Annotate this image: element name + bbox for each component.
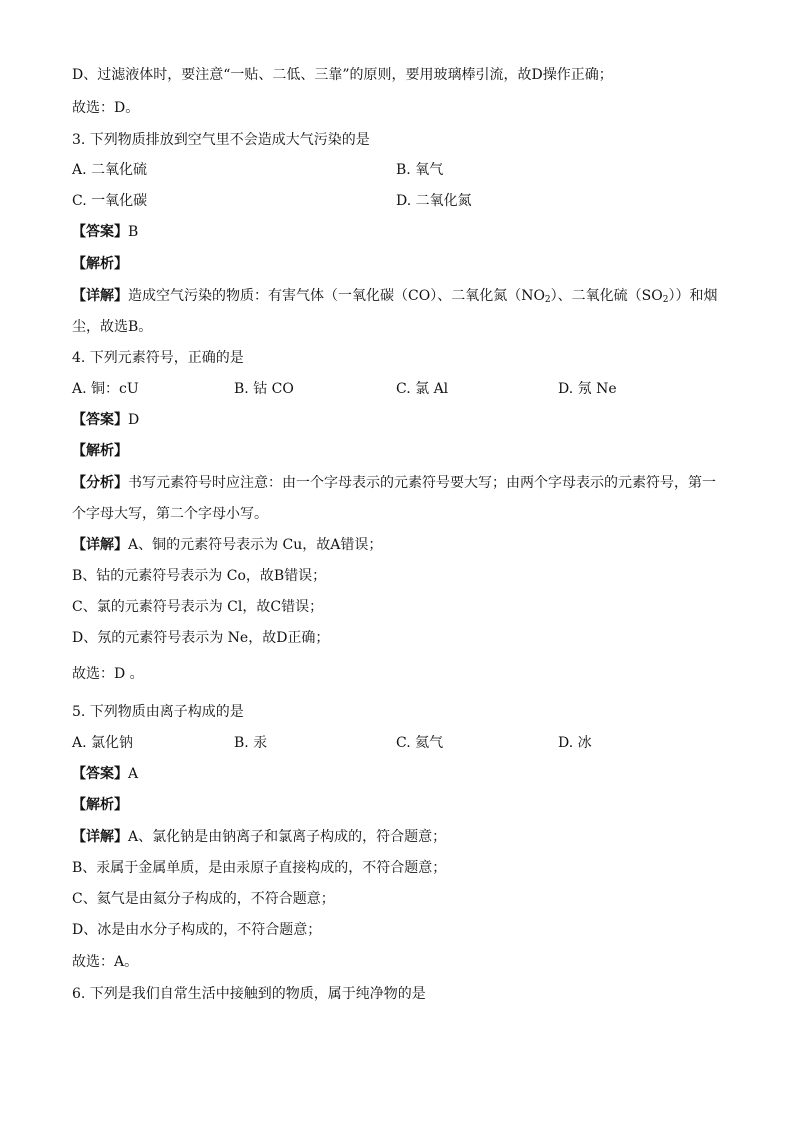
q3-detail-text-a: 造成空气污染的物质：有害气体（一氧化碳（CO）、二氧化氮（NO [128,288,545,304]
answer-tag: 【答案】 [72,224,128,240]
q5-detail-line-d: D、冰是由水分子构成的，不符合题意； [72,922,322,938]
q4-detail-line-a [72,535,382,555]
q5-detail-line-b: B、汞属于金属单质，是由汞原子直接构成的，不符合题意； [72,860,447,876]
q3-detail-text-b: ）、二氧化硫（SO [550,288,663,304]
q4-option-b: B. 钴 CO [234,381,294,397]
q4-fenxi-line-2: 个字母大写，第二个字母小写。 [72,506,268,522]
q4-analysis-tag: 【解析】 [72,443,128,459]
q3-option-c: C. 一氧化碳 [72,193,148,209]
q4-detail-line-d: D、氖的元素符号表示为 Ne，故D正确； [72,630,330,646]
q3-detail-subscript-2: 2 [662,295,669,305]
q3-detail-text-c: ））和烟 [668,288,718,304]
q3-answer-value: B [128,224,139,240]
detail-tag: 【详解】 [72,537,128,553]
q5-option-a: A. 氯化钠 [72,735,134,751]
q3-option-d: D. 二氧化氮 [396,193,472,209]
answer-tag: 【答案】 [72,766,128,782]
q4-answer-value: D [128,412,140,428]
q4-choice: 故选：D 。 [72,666,144,682]
q5-answer-value: A [128,766,139,782]
q5-choice: 故选：A。 [72,954,139,970]
q5-answer [72,764,138,784]
q5-detail-line-c: C、氦气是由氦分子构成的，不符合题意； [72,891,335,907]
detail-tag: 【详解】 [72,288,128,304]
q4-detail-line-c: C、氯的元素符号表示为 Cl，故C错误； [72,599,324,615]
q3-option-a: A. 二氧化硫 [72,162,148,178]
answer-tag: 【答案】 [72,412,128,428]
q3-detail-line-1 [72,286,717,306]
fenxi-tag: 【分析】 [72,475,128,491]
q3-detail-line-2: 尘，故选B。 [72,319,153,335]
q5-detail-line-a [72,827,446,847]
q5-detail-text-a: A、氯化钠是由钠离子和氯离子构成的，符合题意； [128,829,447,845]
q4-answer [72,410,139,430]
q6-stem: 6. 下列是我们自常生活中接触到的物质，属于纯净物的是 [72,986,426,1002]
detail-tag: 【详解】 [72,829,128,845]
q3-answer [72,222,138,242]
q5-option-b: B. 汞 [234,735,268,751]
q4-option-d: D. 氖 Ne [558,381,617,397]
q4-options-row [72,379,732,399]
q4-option-c: C. 氯 Al [396,381,449,397]
q4-fenxi-text: 书写元素符号时应注意：由一个字母表示的元素符号要大写；由两个字母表示的元素符号，第一 [128,475,716,491]
q5-stem: 5. 下列物质由离子构成的是 [72,704,244,720]
q3-option-b: B. 氧气 [396,162,444,178]
q3-detail-subscript-1: 2 [544,295,551,305]
q4-fenxi-line-1 [72,473,716,493]
q4-stem: 4. 下列元素符号，正确的是 [72,350,244,366]
q5-options-row [72,733,732,753]
q4-detail-text-a: A、铜的元素符号表示为 Cu，故A错误； [128,537,383,553]
q4-detail-line-b: B、钴的元素符号表示为 Co，故B错误； [72,568,327,584]
q5-option-d: D. 冰 [558,735,592,751]
q3-options-row-1 [72,160,732,180]
q2-choice: 故选：D。 [72,100,140,116]
q3-stem: 3. 下列物质排放到空气里不会造成大气污染的是 [72,132,370,148]
q5-analysis-tag: 【解析】 [72,797,128,813]
q2-option-d-explanation: D、过滤液体时，要注意“一贴、二低、三靠”的原则，要用玻璃棒引流，故D操作正确； [72,67,613,83]
q4-option-a: A. 铜：cU [72,381,139,397]
q3-analysis-tag: 【解析】 [72,256,128,272]
q3-options-row-2 [72,191,732,211]
q5-option-c: C. 氦气 [396,735,444,751]
